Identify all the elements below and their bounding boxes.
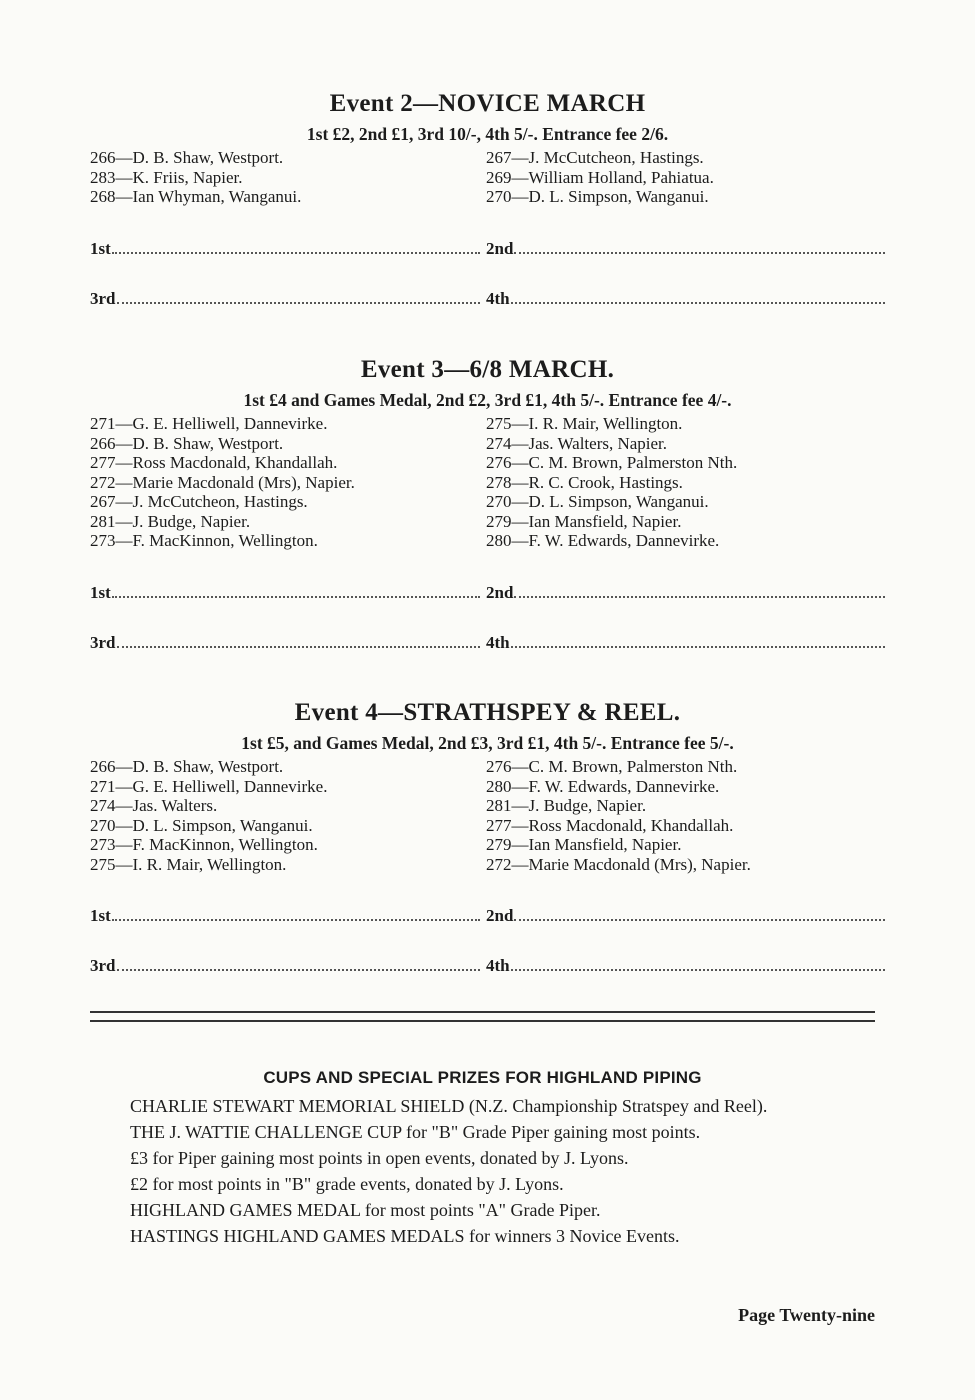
- entry: 273—F. MacKinnon, Wellington.: [90, 835, 318, 854]
- event-prizes: 1st £4 and Games Medal, 2nd £2, 3rd £1, 4th 5/-. Entrance fee 4/-.: [243, 390, 732, 410]
- event-title: Event 4—STRATHSPEY & REEL.: [294, 699, 681, 726]
- entry: 274—Jas. Walters.: [90, 796, 218, 815]
- entry: 266—D. B. Shaw, Westport.: [90, 757, 284, 776]
- prize-item: CHARLIE STEWART MEMORIAL SHIELD (N.Z. Championship Stratspey and Reel).: [130, 1096, 768, 1116]
- prize-item: HASTINGS HIGHLAND GAMES MEDALS for winners 3 Novice Events.: [130, 1226, 680, 1246]
- event-prizes: 1st £5, and Games Medal, 2nd £3, 3rd £1, 4th 5/-. Entrance fee 5/-.: [241, 733, 734, 753]
- double-rule-divider: [90, 1011, 875, 1022]
- entry-column-left: [90, 414, 486, 551]
- dotted-line: [511, 631, 885, 648]
- dotted-line: [117, 954, 481, 971]
- entry: 275—I. R. Mair, Wellington.: [90, 854, 287, 874]
- placing-row: [90, 581, 885, 603]
- dotted-line: [514, 237, 885, 254]
- cups-heading: CUPS AND SPECIAL PRIZES FOR HIGHLAND PIPING: [263, 1068, 702, 1087]
- placing-label: 4th: [486, 632, 510, 652]
- entry: 272—Marie Macdonald (Mrs), Napier.: [90, 472, 355, 492]
- placing-row: [90, 237, 885, 259]
- placing-label: 1st: [90, 238, 111, 258]
- prize-item: £2 for most points in "B" grade events, donated by J. Lyons.: [130, 1174, 564, 1194]
- entry: 266—D. B. Shaw, Westport.: [90, 148, 284, 167]
- placing-row: [90, 287, 885, 309]
- entry: 283—K. Friis, Napier.: [90, 167, 243, 187]
- entry: 274—Jas. Walters, Napier.: [486, 433, 668, 453]
- placing-label: 2nd: [486, 582, 514, 602]
- placing-label: 4th: [486, 288, 510, 308]
- prize-item: £3 for Piper gaining most points in open events, donated by J. Lyons.: [130, 1148, 629, 1168]
- placing-4th[interactable]: [486, 287, 885, 309]
- entry-column-right: [486, 414, 885, 551]
- entry: 270—D. L. Simpson, Wanganui.: [486, 492, 709, 511]
- entry: 276—C. M. Brown, Palmerston Nth.: [486, 757, 738, 776]
- entry: 266—D. B. Shaw, Westport.: [90, 433, 284, 453]
- entry: 277—Ross Macdonald, Khandallah.: [90, 453, 338, 472]
- entry-list: [90, 414, 885, 551]
- entry: 270—D. L. Simpson, Wanganui.: [90, 815, 313, 835]
- placing-1st[interactable]: [90, 904, 486, 926]
- placing-label: 2nd: [486, 238, 514, 258]
- dotted-line: [511, 287, 885, 304]
- placing-3rd[interactable]: [90, 287, 486, 309]
- cups-section: [90, 1065, 875, 1247]
- entry: 278—R. C. Crook, Hastings.: [486, 472, 683, 492]
- placing-1st[interactable]: [90, 581, 486, 603]
- entry-column-right: [486, 757, 885, 874]
- dotted-line: [117, 631, 481, 648]
- placing-label: 1st: [90, 906, 111, 925]
- entry: 276—C. M. Brown, Palmerston Nth.: [486, 453, 738, 472]
- placing-label: 3rd: [90, 956, 116, 975]
- entry: 279—Ian Mansfield, Napier.: [486, 835, 682, 854]
- event-3-section: [90, 354, 885, 653]
- placing-4th[interactable]: [486, 954, 885, 976]
- placing-label: 3rd: [90, 632, 116, 652]
- event-2-section: [90, 88, 885, 309]
- entry: 268—Ian Whyman, Wanganui.: [90, 187, 302, 206]
- entry: 275—I. R. Mair, Wellington.: [486, 414, 683, 433]
- event-title: Event 2—NOVICE MARCH: [329, 90, 646, 117]
- entry: 270—D. L. Simpson, Wanganui.: [486, 187, 709, 206]
- entry: 273—F. MacKinnon, Wellington.: [90, 531, 318, 550]
- placing-row: [90, 631, 885, 653]
- placing-row: [90, 954, 885, 976]
- placing-label: 1st: [90, 582, 111, 602]
- entry: 271—G. E. Helliwell, Dannevirke.: [90, 414, 328, 433]
- entry: 269—William Holland, Pahiatua.: [486, 167, 714, 187]
- event-title: Event 3—6/8 MARCH.: [360, 356, 615, 383]
- placing-row: [90, 904, 885, 926]
- placing-2nd[interactable]: [486, 237, 885, 259]
- entry: 272—Marie Macdonald (Mrs), Napier.: [486, 854, 751, 874]
- entry: 280—F. W. Edwards, Dannevirke.: [486, 531, 720, 550]
- placing-label: 4th: [486, 956, 510, 975]
- placing-4th[interactable]: [486, 631, 885, 653]
- placing-2nd[interactable]: [486, 904, 885, 926]
- placing-label: 2nd: [486, 906, 514, 925]
- entry: 267—J. McCutcheon, Hastings.: [90, 492, 308, 511]
- entry-list: [90, 148, 885, 207]
- entry: 281—J. Budge, Napier.: [90, 511, 251, 531]
- placing-1st[interactable]: [90, 237, 486, 259]
- prize-item: THE J. WATTIE CHALLENGE CUP for "B" Grade Piper gaining most points.: [130, 1122, 701, 1142]
- dotted-line: [514, 581, 885, 598]
- dotted-line: [112, 237, 480, 254]
- entry-column-left: [90, 148, 486, 207]
- event-prizes: 1st £2, 2nd £1, 3rd 10/-, 4th 5/-. Entrance fee 2/6.: [306, 124, 669, 144]
- entry: 280—F. W. Edwards, Dannevirke.: [486, 776, 720, 796]
- placing-2nd[interactable]: [486, 581, 885, 603]
- entry: 281—J. Budge, Napier.: [486, 796, 647, 815]
- placing-3rd[interactable]: [90, 631, 486, 653]
- entry-column-right: [486, 148, 885, 207]
- entry: 277—Ross Macdonald, Khandallah.: [486, 815, 734, 835]
- entry: 267—J. McCutcheon, Hastings.: [486, 148, 704, 167]
- placing-3rd[interactable]: [90, 954, 486, 976]
- prize-item: HIGHLAND GAMES MEDAL for most points "A" Grade Piper.: [130, 1200, 601, 1220]
- placing-label: 3rd: [90, 288, 116, 308]
- page-number: Page Twenty-nine: [738, 1305, 875, 1325]
- entry-column-left: [90, 757, 486, 874]
- dotted-line: [112, 904, 480, 921]
- dotted-line: [514, 904, 885, 921]
- dotted-line: [511, 954, 885, 971]
- entry: 279—Ian Mansfield, Napier.: [486, 511, 682, 531]
- dotted-line: [117, 287, 481, 304]
- dotted-line: [112, 581, 480, 598]
- entry-list: [90, 757, 885, 874]
- event-4-section: [90, 697, 885, 976]
- entry: 271—G. E. Helliwell, Dannevirke.: [90, 776, 328, 796]
